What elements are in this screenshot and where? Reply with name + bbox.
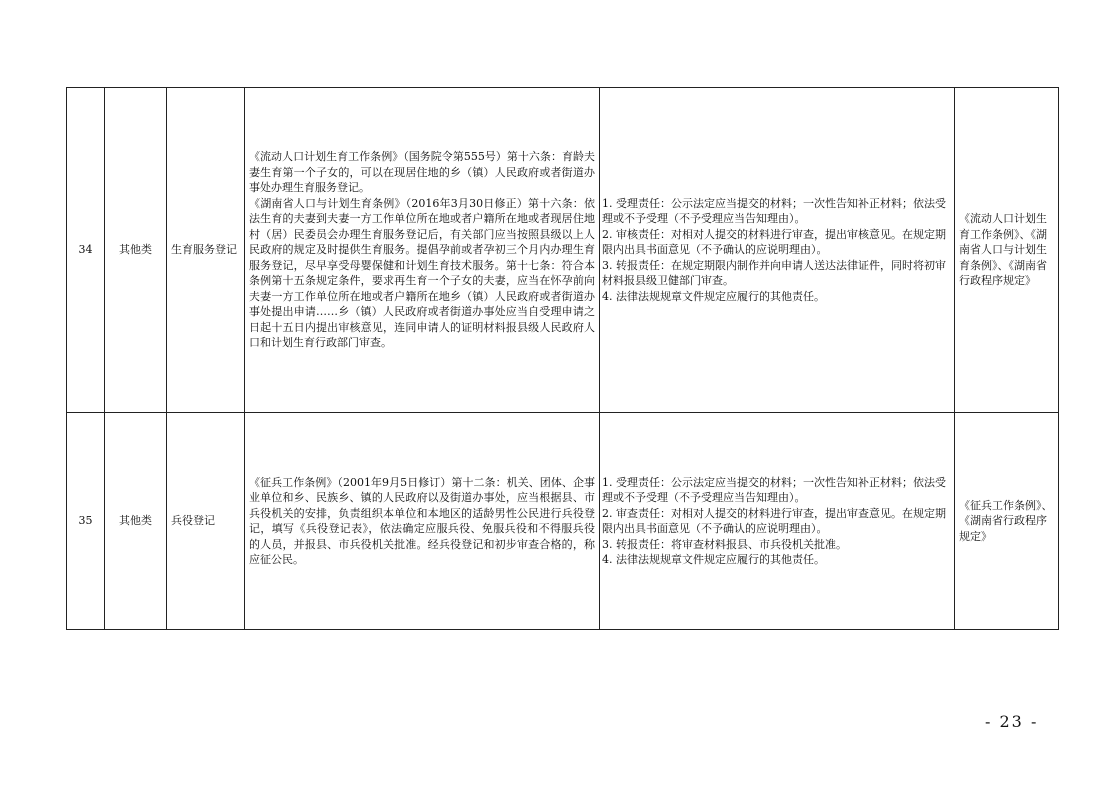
responsibility-cell xyxy=(600,88,955,413)
reference-text: 《征兵工作条例》、《湖南省行政程序规定》 xyxy=(959,498,1053,543)
responsibility-item: 3. 转报责任：在规定期限内制作并向申请人送达法律证件，同时将初审材料报县级卫健部门审查。 xyxy=(602,258,946,288)
page-number: - 23 - xyxy=(985,712,1039,731)
responsibility-item: 1. 受理责任：公示法定应当提交的材料；一次性告知补正材料；依法受理或不予受理（不予受理应当告知理由）。 xyxy=(602,475,946,504)
row-number: 35 xyxy=(78,514,93,528)
reference-text: 《流动人口计划生育工作条例》、《湖南省人口与计划生育条例》、《湖南省行政程序规定》 xyxy=(959,212,1047,288)
responsibility-table xyxy=(66,87,1059,630)
category-cell xyxy=(105,413,167,630)
table-row xyxy=(67,413,1059,630)
responsibility-item: 4. 法律法规规章文件规定应履行的其他责任。 xyxy=(602,289,825,303)
item-name: 生育服务登记 xyxy=(171,243,237,257)
item-name-cell xyxy=(167,413,245,630)
responsibility-item: 2. 审查责任：对相对人提交的材料进行审查，提出审查意见。在规定期限内出具书面意见（不予确认的应说明理由）。 xyxy=(602,506,946,535)
responsibility-cell xyxy=(600,413,955,630)
row-number: 34 xyxy=(78,243,93,257)
row-number-cell xyxy=(67,88,105,413)
responsibility-item: 4. 法律法规规章文件规定应履行的其他责任。 xyxy=(602,553,825,566)
legal-basis-cell xyxy=(245,413,600,630)
item-name-cell xyxy=(167,88,245,413)
reference-cell xyxy=(955,413,1059,630)
row-number-cell xyxy=(67,413,105,630)
responsibility-item: 1. 受理责任：公示法定应当提交的材料；一次性告知补正材料；依法受理或不予受理（不予受理应当告知理由）。 xyxy=(602,196,946,226)
table-row xyxy=(67,88,1059,413)
legal-basis-text: 《流动人口计划生育工作条例》（国务院令第555号）第十六条：育龄夫妻生育第一个子女的，可以在现居住地的乡（镇）人民政府或者街道办事处办理生育服务登记。 《湖南省人口与计划生育条例》（2016年3月30日修正）第十六条：依法生育的夫妻到夫妻一方工作单位所在地或者户籍所在地或者现居住地村（居）民委员会办理生育服务登记后，有关部门应当按照县级以上人民政府的规定及时提供生育服务。提倡孕前或者孕初三个月内办理生育服务登记，尽早享受母婴保健和计划生育技术服务。第十七条：符合本条例第十五条规定条件，要求再生育一个子女的夫妻，应当在怀孕前向夫妻一方工作单位所在地或者户籍所在地乡（镇）人民政府或者街道办事处提出申请……乡（镇）人民政府或者街道办事处应当自受理申请之日起十五日内提出审核意见，连同申请人的证明材料报县级人民政府人口和计划生育行政部门审查。 xyxy=(249,150,595,350)
category-label: 其他类 xyxy=(119,243,152,257)
responsibility-item: 2. 审核责任：对相对人提交的材料进行审查，提出审核意见。在规定期限内出具书面意见（不予确认的应说明理由）。 xyxy=(602,227,946,257)
item-name: 兵役登记 xyxy=(171,514,215,528)
reference-cell xyxy=(955,88,1059,413)
responsibility-item: 3. 转报责任：将审查材料报县、市兵役机关批准。 xyxy=(602,537,847,551)
category-label: 其他类 xyxy=(119,514,152,528)
legal-basis-text: 《征兵工作条例》（2001年9月5日修订）第十二条：机关、团体、企事业单位和乡、民族乡、镇的人民政府以及街道办事处，应当根据县、市兵役机关的安排，负责组织本单位和本地区的适龄男性公民进行兵役登记，填写《兵役登记表》，依法确定应服兵役、免服兵役和不得服兵役的人员，并报县、市兵役机关批准。经兵役登记和初步审查合格的，称应征公民。 xyxy=(249,475,595,566)
legal-basis-cell xyxy=(245,88,600,413)
category-cell xyxy=(105,88,167,413)
